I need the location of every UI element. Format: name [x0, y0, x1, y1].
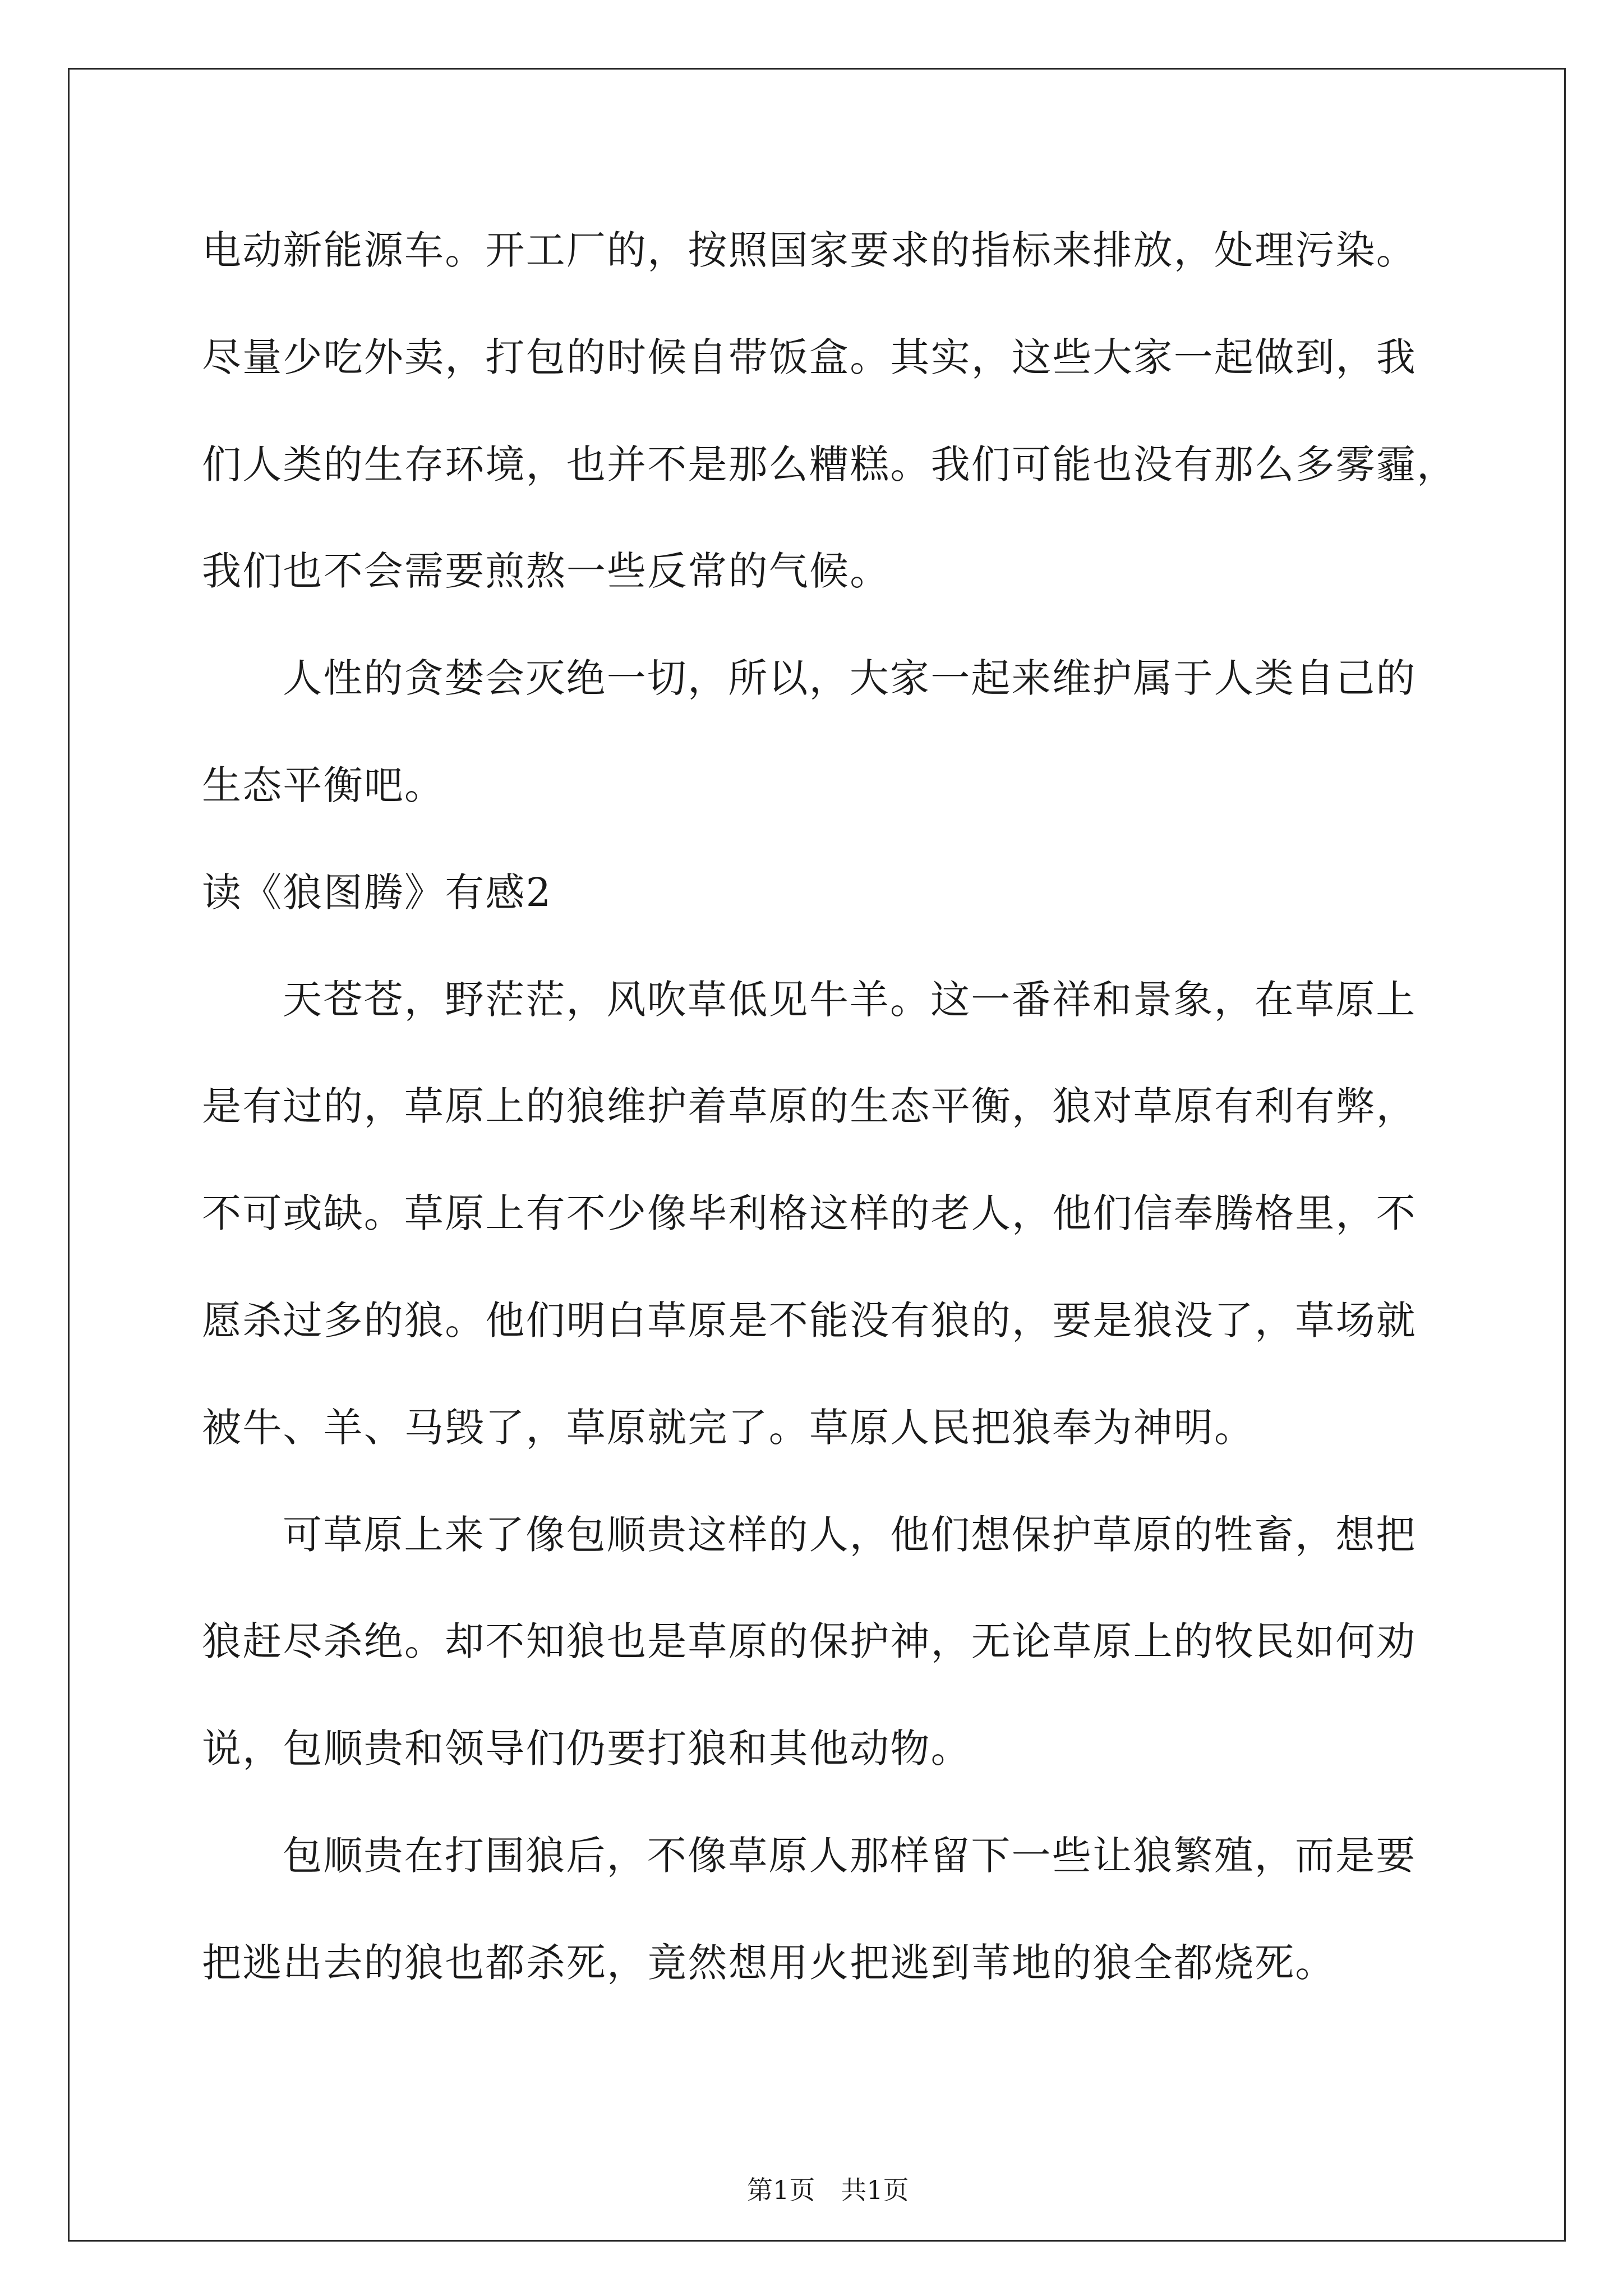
paragraph: [202, 1802, 1548, 2017]
paragraph: [202, 197, 1548, 625]
document-body: [202, 197, 1548, 2017]
body-text-line: 被牛、羊、马毁了，草原就完了。草原人民把狼奉为神明。: [202, 1404, 1255, 1451]
page-footer: [0, 2139, 1623, 2205]
body-text-line: 生态平衡吧。: [202, 762, 445, 808]
body-text-line: 人性的贪婪会灭绝一切，所以，大家一起来维护属于人类自己的: [283, 655, 1417, 702]
body-text-line: 我们也不会需要煎熬一些反常的气候。: [202, 548, 891, 595]
body-text-line: 不可或缺。草原上有不少像毕利格这样的老人，他们信奉腾格里，不: [202, 1190, 1417, 1237]
paragraph: [202, 946, 1548, 1481]
page-number-label: 第1页 共1页: [746, 2175, 909, 2205]
body-text-line: 包顺贵在打围狼后，不像草原人那样留下一些让狼繁殖，而是要: [283, 1832, 1417, 1879]
body-text-line: 电动新能源车。开工厂的，按照国家要求的指标来排放，处理污染。: [202, 227, 1417, 273]
paragraph: [202, 625, 1548, 839]
body-text-line: 愿杀过多的狼。他们明白草原是不能没有狼的，要是狼没了，草场就: [202, 1297, 1417, 1343]
body-text-line: 把逃出去的狼也都杀死，竟然想用火把逃到苇地的狼全都烧死。: [202, 1939, 1336, 1986]
body-text-line: 狼赶尽杀绝。却不知狼也是草原的保护神，无论草原上的牧民如何劝: [202, 1618, 1417, 1665]
body-text-line: 们人类的生存环境，也并不是那么糟糕。我们可能也没有那么多雾霾，: [202, 441, 1458, 487]
body-text-line: 说，包顺贵和领导们仍要打狼和其他动物。: [202, 1726, 971, 1772]
body-text-line: 尽量少吃外卖，打包的时候自带饭盒。其实，这些大家一起做到，我: [202, 334, 1417, 380]
paragraph: [202, 1481, 1548, 1802]
essay-title: 读《狼图腾》有感2: [202, 869, 552, 915]
body-text-line: 天苍苍，野茫茫，风吹草低见牛羊。这一番祥和景象，在草原上: [283, 976, 1417, 1023]
body-text-line: 是有过的，草原上的狼维护着草原的生态平衡，狼对草原有利有弊，: [202, 1083, 1417, 1130]
body-text-line: 可草原上来了像包顺贵这样的人，他们想保护草原的牲畜，想把: [283, 1511, 1417, 1558]
